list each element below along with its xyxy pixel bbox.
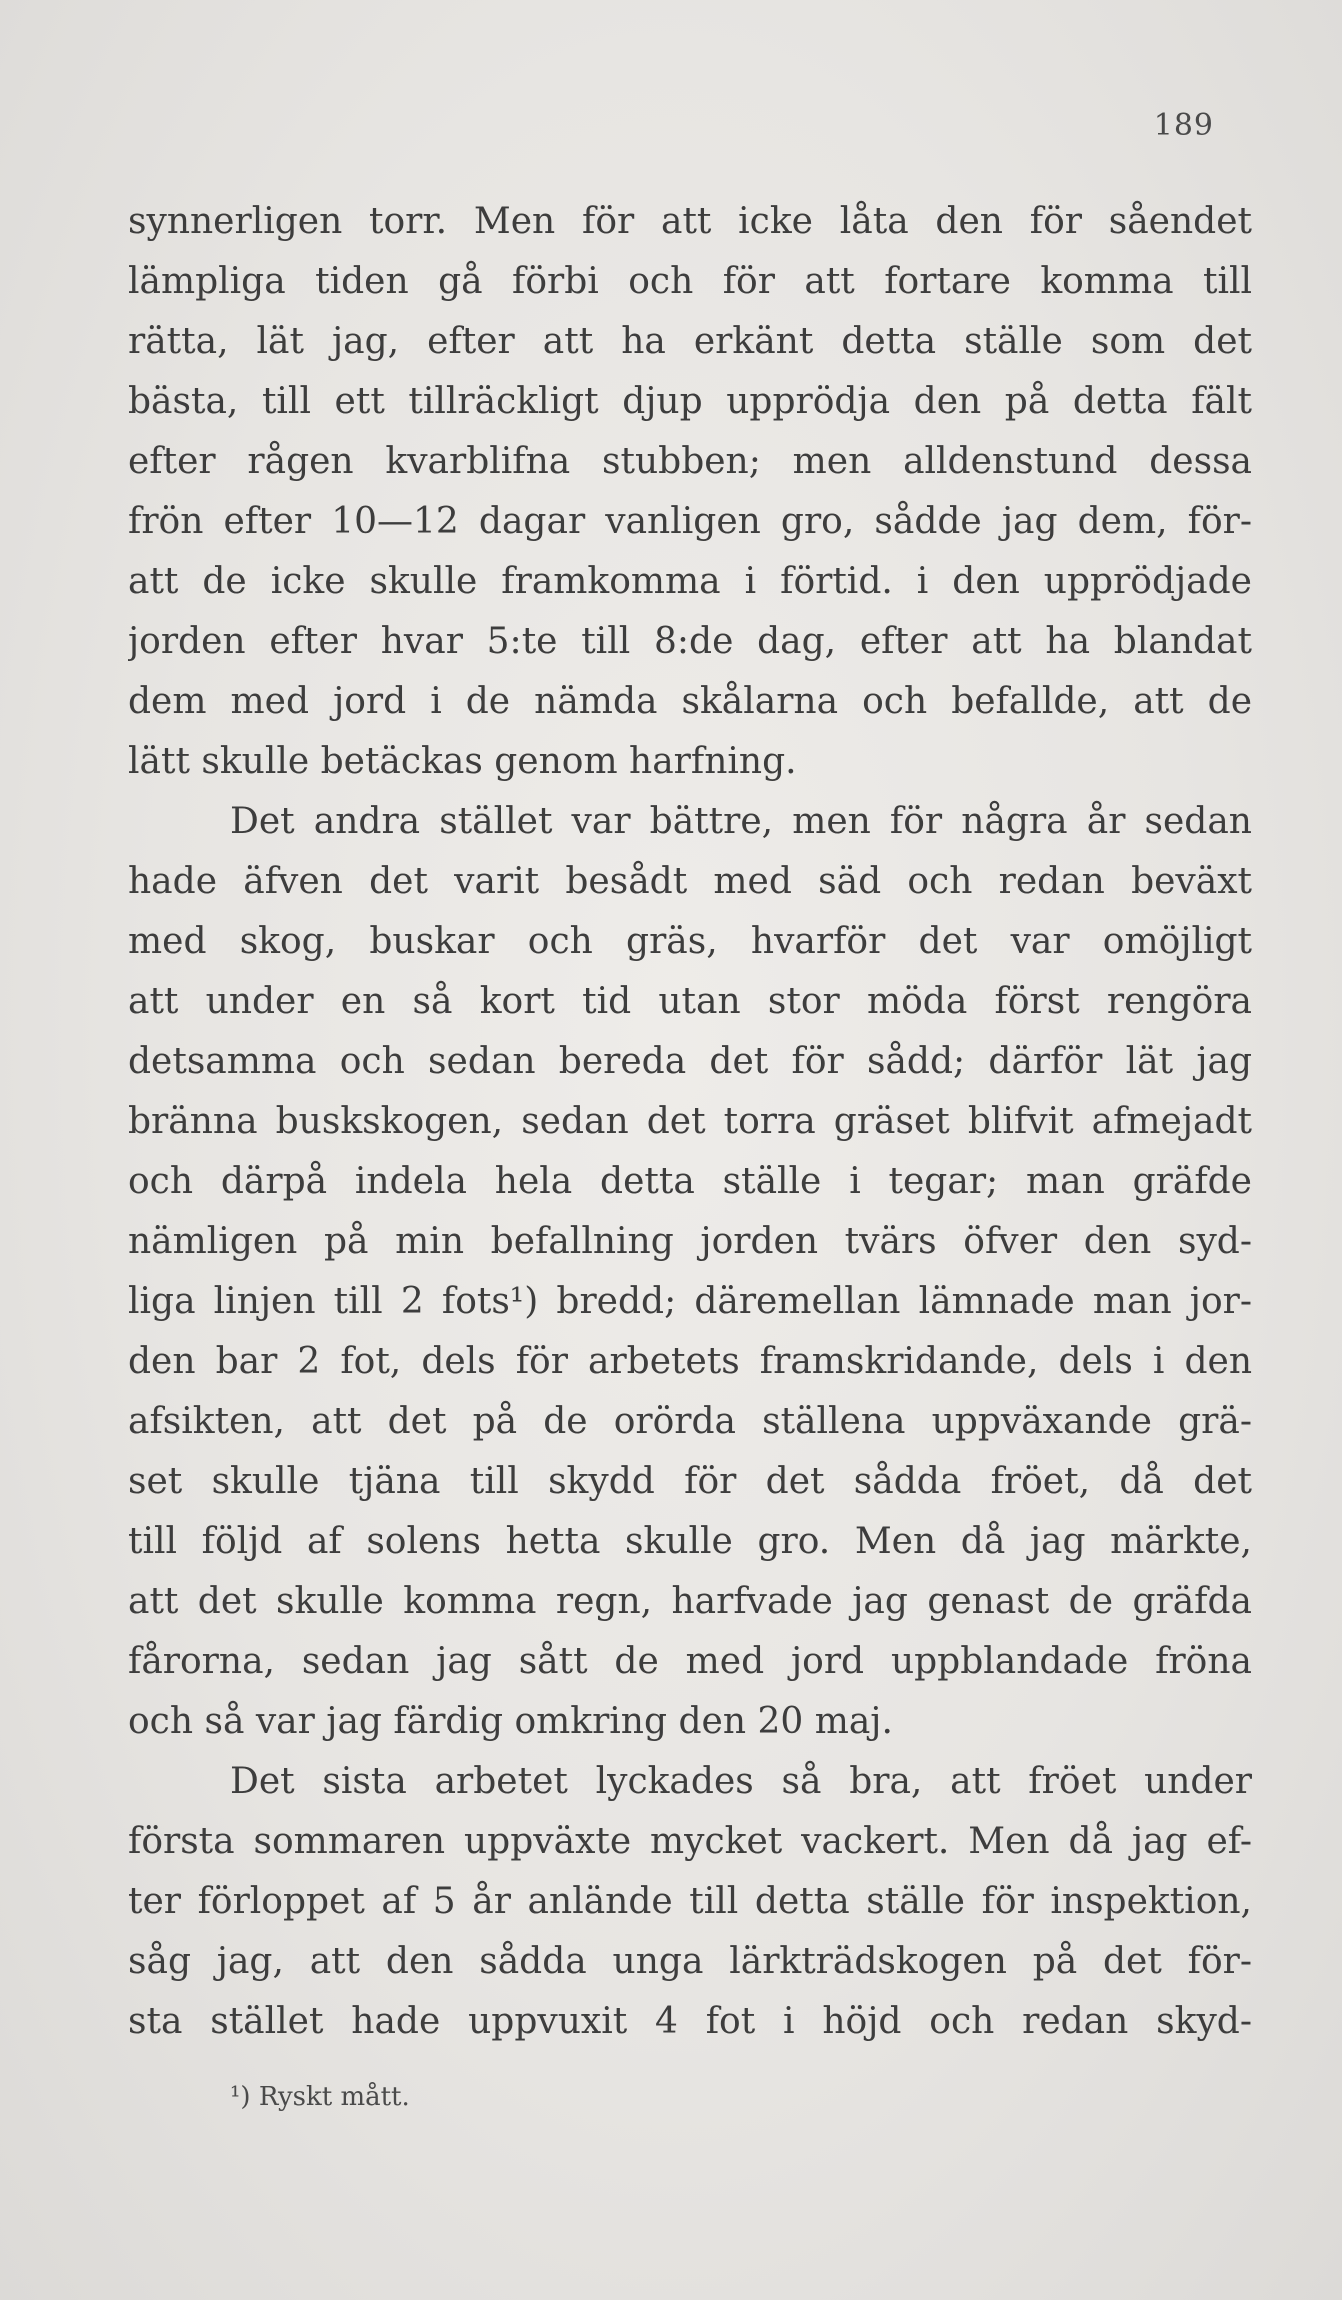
text-line: att det skulle komma regn, harfvade jag genast de gräfda [128, 1581, 1252, 1622]
text-line: ter förloppet af 5 år anlände till detta ställe för inspektion, [128, 1881, 1252, 1922]
footnote: ¹) Ryskt mått. [230, 2082, 410, 2112]
text-line: till följd af solens hetta skulle gro. Men då jag märkte, [128, 1521, 1252, 1562]
paragraph-first-line: Det andra stället var bättre, men för några år sedan [230, 801, 1252, 842]
body-text [128, 192, 1252, 2052]
text-line: frön efter 10—12 dagar vanligen gro, sådde jag dem, för- [128, 501, 1252, 542]
text-line: lämpliga tiden gå förbi och för att fortare komma till [128, 261, 1252, 302]
text-line: att de icke skulle framkomma i förtid. i den upprödjade [128, 561, 1252, 602]
paragraph-last-line: lätt skulle betäckas genom harfning. [128, 741, 797, 782]
text-line: sta stället hade uppvuxit 4 fot i höjd och redan skyd- [128, 2001, 1252, 2042]
text-line: den bar 2 fot, dels för arbetets framskridande, dels i den [128, 1341, 1252, 1382]
text-line: med skog, buskar och gräs, hvarför det var omöjligt [128, 921, 1252, 962]
text-line: såg jag, att den sådda unga lärkträdskogen på det för- [128, 1941, 1252, 1982]
text-line: fårorna, sedan jag sått de med jord uppblandade fröna [128, 1641, 1252, 1682]
text-line: afsikten, att det på de orörda ställena uppväxande grä- [128, 1401, 1252, 1442]
text-line: bränna buskskogen, sedan det torra gräset blifvit afmejadt [128, 1101, 1252, 1142]
paragraph-first-line: Det sista arbetet lyckades så bra, att fröet under [230, 1761, 1252, 1802]
paragraph-last-line: och så var jag färdig omkring den 20 maj. [128, 1701, 893, 1742]
text-line: och därpå indela hela detta ställe i tegar; man gräfde [128, 1161, 1252, 1202]
text-line: rätta, lät jag, efter att ha erkänt detta ställe som det [128, 321, 1252, 362]
text-line: hade äfven det varit besådt med säd och redan beväxt [128, 861, 1252, 902]
text-line: jorden efter hvar 5:te till 8:de dag, efter att ha blandat [128, 621, 1252, 662]
text-line: dem med jord i de nämda skålarna och befallde, att de [128, 681, 1252, 722]
text-line: att under en så kort tid utan stor möda först rengöra [128, 981, 1252, 1022]
text-line: set skulle tjäna till skydd för det sådda fröet, då det [128, 1461, 1252, 1502]
text-line: bästa, till ett tillräckligt djup upprödja den på detta fält [128, 381, 1252, 422]
text-line: nämligen på min befallning jorden tvärs öfver den syd- [128, 1221, 1252, 1262]
text-line: synnerligen torr. Men för att icke låta den för såendet [128, 201, 1252, 242]
text-line: första sommaren uppväxte mycket vackert. Men då jag ef- [128, 1821, 1252, 1862]
text-line: detsamma och sedan bereda det för sådd; därför lät jag [128, 1041, 1252, 1082]
page-number: 189 [1153, 108, 1214, 143]
text-line: liga linjen till 2 fots¹) bredd; däremellan lämnade man jor- [128, 1281, 1252, 1322]
text-line: efter rågen kvarblifna stubben; men alldenstund dessa [128, 441, 1252, 482]
